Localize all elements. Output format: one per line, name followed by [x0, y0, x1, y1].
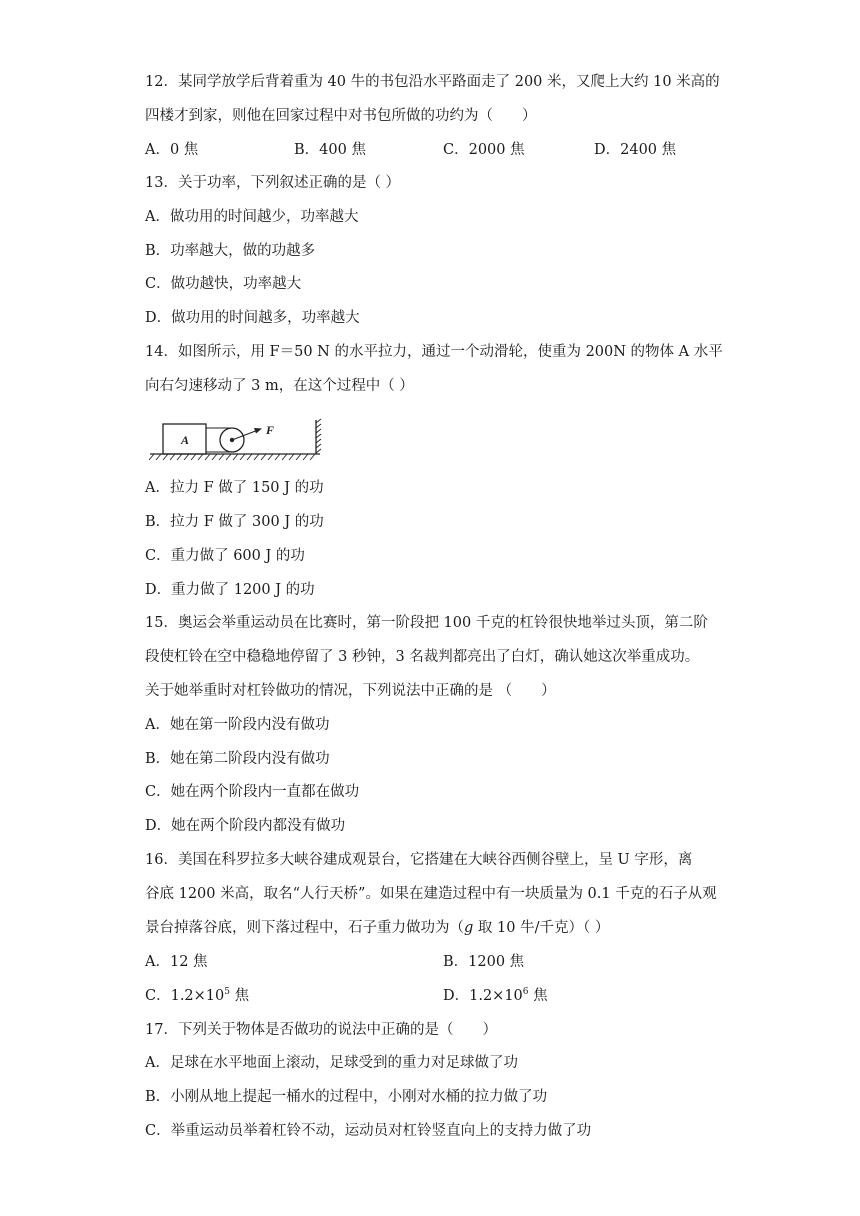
q13-stem: 13．关于功率，下列叙述正确的是（ ） — [145, 175, 401, 191]
q16-option-d — [443, 986, 548, 1006]
wall-hatching — [316, 419, 321, 453]
q13-option-b: B．功率越大，做的功越多 — [145, 243, 316, 259]
q17-stem: 17．下列关于物体是否做功的说法中正确的是（ ） — [145, 1022, 497, 1038]
q15-stem-line3: 关于她举重时对杠铃做功的情况，下列说法中正确的是 （ ） — [145, 683, 556, 699]
pulley-diagram — [148, 418, 324, 464]
q15-option-b: B．她在第二阶段内没有做功 — [145, 751, 330, 767]
force-label: F — [266, 423, 275, 437]
q13-option-a: A．做功用的时间越少，功率越大 — [145, 209, 359, 225]
q16-option-b: B．1200 焦 — [443, 954, 525, 970]
q13-option-d: D．做功用的时间越多，功率越大 — [145, 310, 360, 326]
q12-stem-line2: 四楼才到家，则他在回家过程中对书包所做的功约为（ ） — [145, 108, 537, 124]
q16-stem-line3-post: 取 10 牛/千克）（ ） — [473, 920, 610, 936]
q12-stem-line1: 12．某同学放学后背着重为 40 牛的书包沿水平路面走了 200 米，又爬上大约 10 米高的 — [145, 74, 720, 90]
q12-option-b: B．400 焦 — [294, 142, 366, 158]
q15-stem-line1: 15．奥运会举重运动员在比赛时，第一阶段把 100 千克的杠铃很快地举过头顶，第二阶 — [145, 615, 708, 631]
q14-stem-line2: 向右匀速移动了 3 m，在这个过程中（ ） — [145, 378, 414, 394]
q14-stem-line1: 14．如图所示，用 F＝50 N 的水平拉力，通过一个动滑轮，使重为 200N 的物体 A 水平 — [145, 344, 723, 360]
ground-hatching — [149, 454, 315, 460]
q16-g-symbol: g — [464, 920, 474, 936]
q15-stem-line2: 段使杠铃在空中稳稳地停留了 3 秒钟，3 名裁判都亮出了白灯，确认她这次举重成功。 — [145, 649, 700, 665]
q12-option-c: C．2000 焦 — [443, 142, 525, 158]
q16-option-d-exponent: 6 — [522, 987, 529, 997]
q14-option-a: A．拉力 F 做了 150 J 的功 — [145, 480, 324, 496]
q16-stem-line2: 谷底 1200 米高，取名“人行天桥”。如果在建造过程中有一块质量为 0.1 千克的石子从观 — [145, 886, 717, 902]
q14-option-d: D．重力做了 1200 J 的功 — [145, 582, 315, 598]
q14-option-b: B．拉力 F 做了 300 J 的功 — [145, 514, 324, 530]
q17-option-b: B．小刚从地上提起一桶水的过程中，小刚对水桶的拉力做了功 — [145, 1089, 548, 1105]
q16-option-c-unit: 焦 — [230, 988, 250, 1004]
q17-option-c: C．举重运动员举着杠铃不动，运动员对杠铃竖直向上的支持力做了功 — [145, 1123, 592, 1139]
block-a-label: A — [181, 433, 190, 447]
q15-option-d: D．她在两个阶段内都没有做功 — [145, 818, 346, 834]
q14-option-c: C．重力做了 600 J 的功 — [145, 548, 305, 564]
q17-option-a: A．足球在水平地面上滚动，足球受到的重力对足球做了功 — [145, 1055, 518, 1071]
q16-stem-line1: 16．美国在科罗拉多大峡谷建成观景台，它搭建在大峡谷西侧谷壁上，呈 U 字形，离 — [145, 852, 693, 868]
q16-option-d-unit: 焦 — [528, 988, 548, 1004]
q12-option-d: D．2400 焦 — [594, 142, 677, 158]
q16-option-c — [145, 986, 249, 1006]
q12-option-a: A．0 焦 — [145, 142, 199, 158]
q16-option-c-exponent: 5 — [224, 987, 230, 997]
q16-option-c-base: C．1.2×10 — [145, 988, 225, 1004]
q16-option-d-base: D．1.2×10 — [443, 988, 523, 1004]
q16-option-a: A．12 焦 — [145, 954, 208, 970]
q15-option-c: C．她在两个阶段内一直都在做功 — [145, 784, 360, 800]
force-arrow-head — [254, 428, 262, 434]
q16-stem-line3-pre: 景台掉落谷底，则下落过程中，石子重力做功为（ — [145, 920, 464, 936]
q15-option-a: A．她在第一阶段内没有做功 — [145, 717, 330, 733]
q13-option-c: C．做功越快，功率越大 — [145, 276, 302, 292]
q16-stem-line3 — [145, 918, 609, 938]
